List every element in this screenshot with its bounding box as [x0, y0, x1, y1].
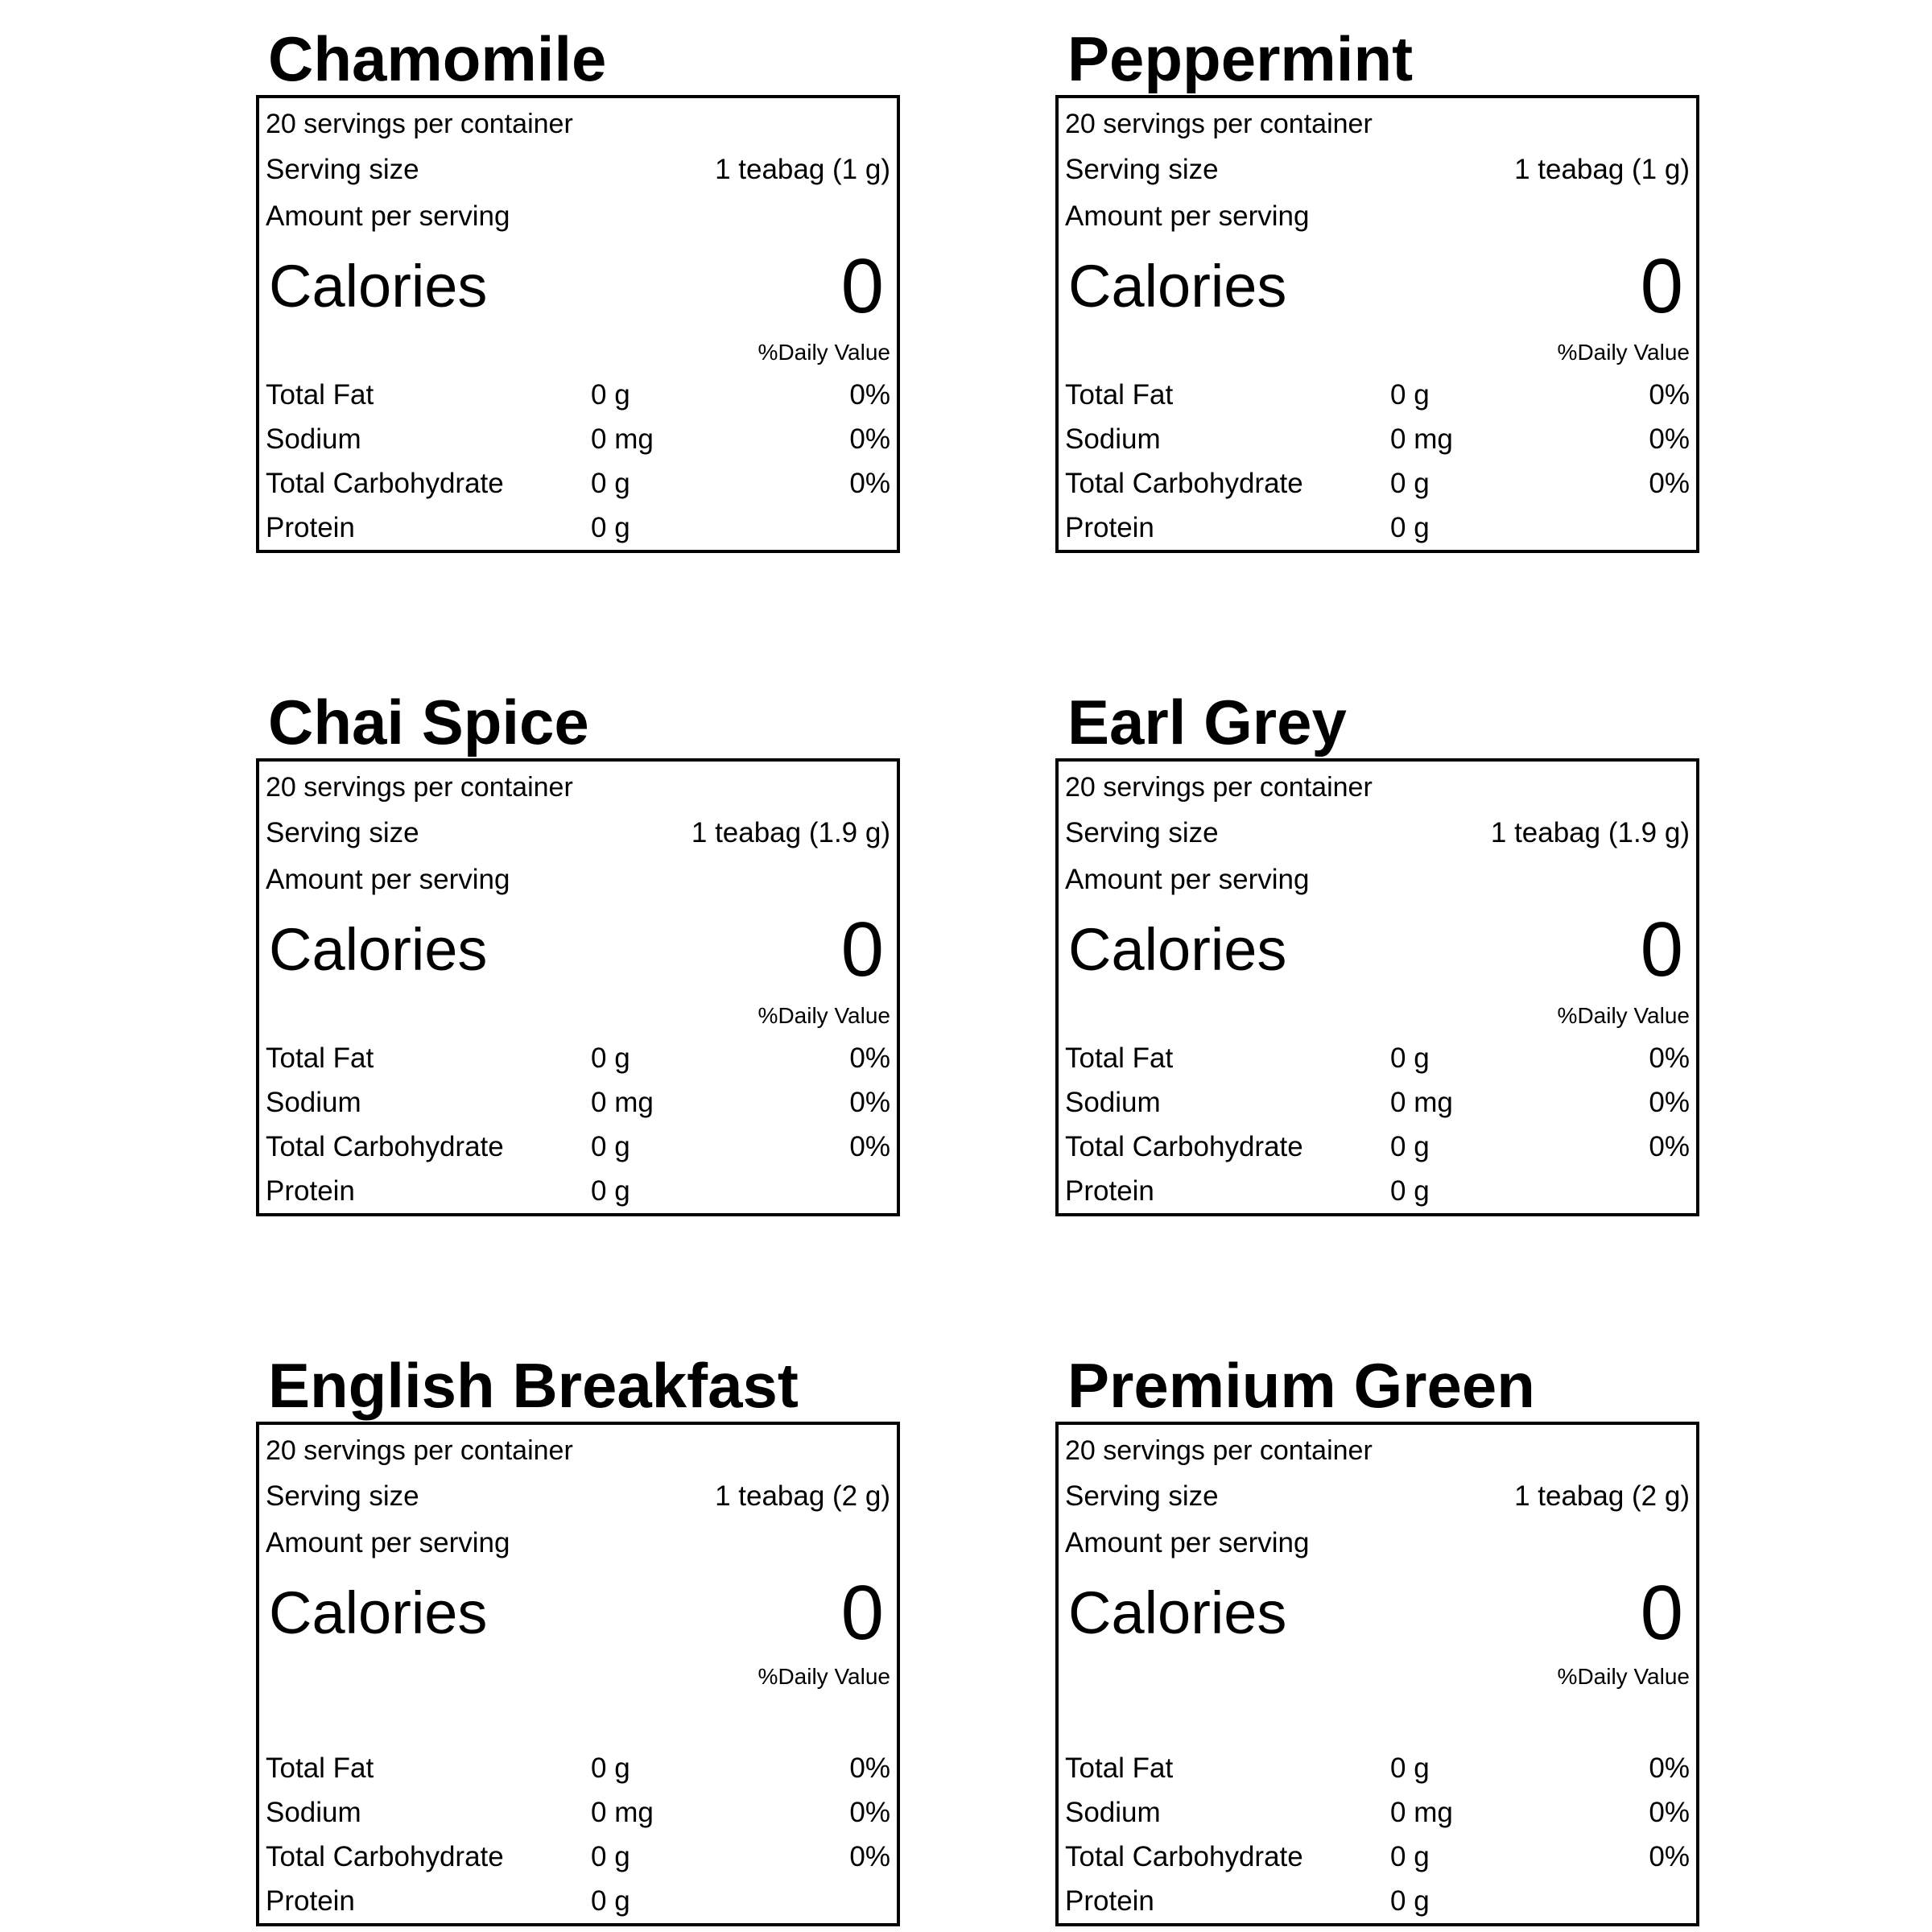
serving-size-label: Serving size: [266, 817, 419, 848]
nutrient-row: [1065, 1746, 1690, 1790]
nutrition-facts-box: [1055, 758, 1699, 1216]
calories-row: [266, 240, 890, 332]
calories-row: [266, 903, 890, 996]
nutrient-row: [266, 1036, 890, 1080]
servings-per-container: 20 servings per container: [1065, 771, 1373, 803]
nutrient-name: Protein: [266, 1885, 355, 1917]
servings-per-container: 20 servings per container: [266, 771, 573, 803]
calories-label: Calories: [1068, 253, 1287, 320]
nutrition-facts-box: [1055, 1422, 1699, 1926]
tea-name: Peppermint: [1067, 23, 1414, 94]
calories-label: Calories: [269, 253, 488, 320]
serving-size-value: 1 teabag (2 g): [1514, 1480, 1690, 1512]
nutrient-row: [266, 373, 890, 417]
nutrient-row: [266, 1835, 890, 1879]
nutrition-facts-box: [1055, 95, 1699, 553]
calories-label: Calories: [1068, 916, 1287, 983]
nutrient-amount: 0 mg: [591, 423, 654, 455]
nutrient-row: [1065, 1169, 1690, 1213]
nutrient-row: [266, 417, 890, 461]
calories-row: [266, 1567, 890, 1659]
amount-per-serving: Amount per serving: [1065, 200, 1310, 232]
nutrient-row: [1065, 417, 1690, 461]
nutrient-daily-value: 0%: [1649, 1796, 1690, 1828]
nutrient-daily-value: 0%: [1649, 378, 1690, 411]
nutrient-daily-value: 0%: [849, 1086, 890, 1118]
nutrition-facts-box: [256, 1422, 900, 1926]
nutrient-name: Total Fat: [1065, 378, 1174, 411]
serving-size-label: Serving size: [266, 154, 419, 185]
nutrient-amount: 0 g: [591, 1130, 630, 1162]
nutrient-row: [1065, 1125, 1690, 1169]
nutrient-amount: 0 g: [591, 1752, 630, 1784]
nutrient-name: Total Fat: [1065, 1752, 1174, 1784]
serving-size-row: [266, 1473, 890, 1520]
nutrient-amount: 0 g: [1390, 1752, 1430, 1784]
nutrient-amount: 0 g: [1390, 1840, 1430, 1872]
nutrient-name: Sodium: [1065, 1086, 1161, 1118]
daily-value-header: %Daily Value: [758, 1003, 890, 1028]
nutrition-label-english-breakfast: [256, 1349, 900, 1926]
nutrient-name: Total Carbohydrate: [1065, 1130, 1303, 1162]
nutrient-name: Protein: [1065, 1885, 1154, 1917]
serving-size-row: [1065, 147, 1690, 193]
nutrient-daily-value: 0%: [1649, 1130, 1690, 1162]
calories-value: 0: [840, 1569, 884, 1656]
calories-label: Calories: [1068, 1579, 1287, 1646]
nutrient-amount: 0 g: [591, 1174, 630, 1207]
daily-value-header: %Daily Value: [1557, 1003, 1690, 1028]
serving-size-value: 1 teabag (1 g): [1514, 154, 1690, 185]
calories-value: 0: [840, 242, 884, 329]
calories-row: [1065, 903, 1690, 996]
nutrient-amount: 0 g: [591, 467, 630, 499]
daily-value-header: %Daily Value: [1557, 1664, 1690, 1689]
nutrient-row: [266, 1879, 890, 1923]
calories-label: Calories: [269, 1579, 488, 1646]
nutrient-amount: 0 g: [591, 1042, 630, 1074]
nutrient-daily-value: 0%: [849, 467, 890, 499]
nutrient-name: Total Carbohydrate: [1065, 1840, 1303, 1872]
nutrition-label-chamomile: [256, 23, 900, 553]
nutrient-daily-value: 0%: [1649, 1752, 1690, 1784]
calories-label: Calories: [269, 916, 488, 983]
nutrient-amount: 0 mg: [1390, 1086, 1453, 1118]
nutrient-row: [266, 1790, 890, 1835]
serving-size-value: 1 teabag (1.9 g): [691, 817, 890, 848]
serving-size-label: Serving size: [1065, 817, 1219, 848]
nutrient-daily-value: 0%: [849, 1840, 890, 1872]
amount-per-serving: Amount per serving: [266, 200, 510, 232]
nutrition-facts-box: [256, 95, 900, 553]
nutrient-daily-value: 0%: [849, 1130, 890, 1162]
tea-name: Chai Spice: [268, 687, 589, 758]
nutrient-amount: 0 g: [591, 511, 630, 543]
servings-per-container: 20 servings per container: [266, 108, 573, 139]
nutrient-name: Protein: [266, 1174, 355, 1207]
nutrient-amount: 0 g: [591, 1885, 630, 1917]
nutrient-name: Protein: [1065, 511, 1154, 543]
serving-size-row: [1065, 810, 1690, 857]
nutrient-amount: 0 g: [1390, 1130, 1430, 1162]
serving-size-value: 1 teabag (1 g): [715, 154, 890, 185]
nutrient-name: Total Fat: [1065, 1042, 1174, 1074]
nutrition-label-earl-grey: [1055, 686, 1699, 1216]
nutrient-daily-value: 0%: [1649, 1042, 1690, 1074]
serving-size-row: [266, 810, 890, 857]
calories-row: [1065, 1567, 1690, 1659]
nutrient-daily-value: 0%: [1649, 1840, 1690, 1872]
calories-row: [1065, 240, 1690, 332]
nutrient-amount: 0 g: [591, 1840, 630, 1872]
nutrition-label-peppermint: [1055, 23, 1699, 553]
nutrient-amount: 0 g: [1390, 511, 1430, 543]
nutrient-amount: 0 g: [1390, 1042, 1430, 1074]
nutrient-daily-value: 0%: [849, 1042, 890, 1074]
nutrient-row: [1065, 461, 1690, 506]
nutrient-row: [1065, 1036, 1690, 1080]
calories-value: 0: [1640, 906, 1683, 993]
nutrient-name: Sodium: [266, 423, 361, 455]
tea-name: Earl Grey: [1067, 687, 1347, 758]
nutrient-name: Protein: [1065, 1174, 1154, 1207]
nutrient-row: [266, 1080, 890, 1125]
serving-size-row: [266, 147, 890, 193]
daily-value-header: %Daily Value: [758, 340, 890, 365]
nutrient-amount: 0 mg: [1390, 423, 1453, 455]
nutrient-name: Sodium: [1065, 423, 1161, 455]
tea-name: English Breakfast: [268, 1350, 799, 1421]
nutrition-label-premium-green: [1055, 1349, 1699, 1926]
nutrient-amount: 0 g: [1390, 1174, 1430, 1207]
nutrient-daily-value: 0%: [849, 1752, 890, 1784]
nutrient-row: [266, 1125, 890, 1169]
daily-value-header: %Daily Value: [758, 1664, 890, 1689]
serving-size-label: Serving size: [1065, 154, 1219, 185]
serving-size-value: 1 teabag (2 g): [715, 1480, 890, 1512]
nutrient-row: [1065, 1835, 1690, 1879]
nutrient-row: [1065, 1790, 1690, 1835]
nutrient-name: Total Carbohydrate: [1065, 467, 1303, 499]
nutrient-name: Total Fat: [266, 1752, 374, 1784]
amount-per-serving: Amount per serving: [1065, 1527, 1310, 1558]
nutrient-daily-value: 0%: [849, 378, 890, 411]
nutrient-name: Total Fat: [266, 1042, 374, 1074]
nutrient-name: Total Fat: [266, 378, 374, 411]
servings-per-container: 20 servings per container: [1065, 1435, 1373, 1466]
calories-value: 0: [1640, 1569, 1683, 1656]
nutrient-daily-value: 0%: [849, 1796, 890, 1828]
tea-name: Chamomile: [268, 23, 607, 94]
nutrient-daily-value: 0%: [1649, 423, 1690, 455]
nutrient-name: Total Carbohydrate: [266, 1840, 504, 1872]
nutrient-name: Protein: [266, 511, 355, 543]
daily-value-header: %Daily Value: [1557, 340, 1690, 365]
serving-size-label: Serving size: [1065, 1480, 1219, 1512]
calories-value: 0: [840, 906, 884, 993]
amount-per-serving: Amount per serving: [266, 1527, 510, 1558]
nutrient-row: [266, 1746, 890, 1790]
nutrient-amount: 0 mg: [591, 1086, 654, 1118]
amount-per-serving: Amount per serving: [266, 864, 510, 895]
amount-per-serving: Amount per serving: [1065, 864, 1310, 895]
nutrient-row: [266, 461, 890, 506]
nutrient-name: Sodium: [266, 1796, 361, 1828]
nutrient-amount: 0 mg: [591, 1796, 654, 1828]
nutrient-amount: 0 g: [1390, 1885, 1430, 1917]
nutrient-amount: 0 g: [1390, 467, 1430, 499]
servings-per-container: 20 servings per container: [1065, 108, 1373, 139]
calories-value: 0: [1640, 242, 1683, 329]
nutrient-amount: 0 g: [1390, 378, 1430, 411]
nutrient-row: [266, 506, 890, 550]
nutrient-row: [1065, 506, 1690, 550]
nutrient-name: Total Carbohydrate: [266, 1130, 504, 1162]
nutrient-daily-value: 0%: [849, 423, 890, 455]
nutrient-row: [1065, 1080, 1690, 1125]
nutrient-name: Total Carbohydrate: [266, 467, 504, 499]
nutrition-facts-box: [256, 758, 900, 1216]
nutrient-amount: 0 g: [591, 378, 630, 411]
nutrient-daily-value: 0%: [1649, 1086, 1690, 1118]
nutrient-row: [1065, 373, 1690, 417]
tea-name: Premium Green: [1067, 1350, 1535, 1421]
nutrient-row: [1065, 1879, 1690, 1923]
nutrient-daily-value: 0%: [1649, 467, 1690, 499]
nutrition-label-chai-spice: [256, 686, 900, 1216]
serving-size-value: 1 teabag (1.9 g): [1490, 817, 1690, 848]
nutrient-row: [266, 1169, 890, 1213]
nutrient-name: Sodium: [266, 1086, 361, 1118]
serving-size-row: [1065, 1473, 1690, 1520]
serving-size-label: Serving size: [266, 1480, 419, 1512]
nutrient-amount: 0 mg: [1390, 1796, 1453, 1828]
servings-per-container: 20 servings per container: [266, 1435, 573, 1466]
nutrient-name: Sodium: [1065, 1796, 1161, 1828]
